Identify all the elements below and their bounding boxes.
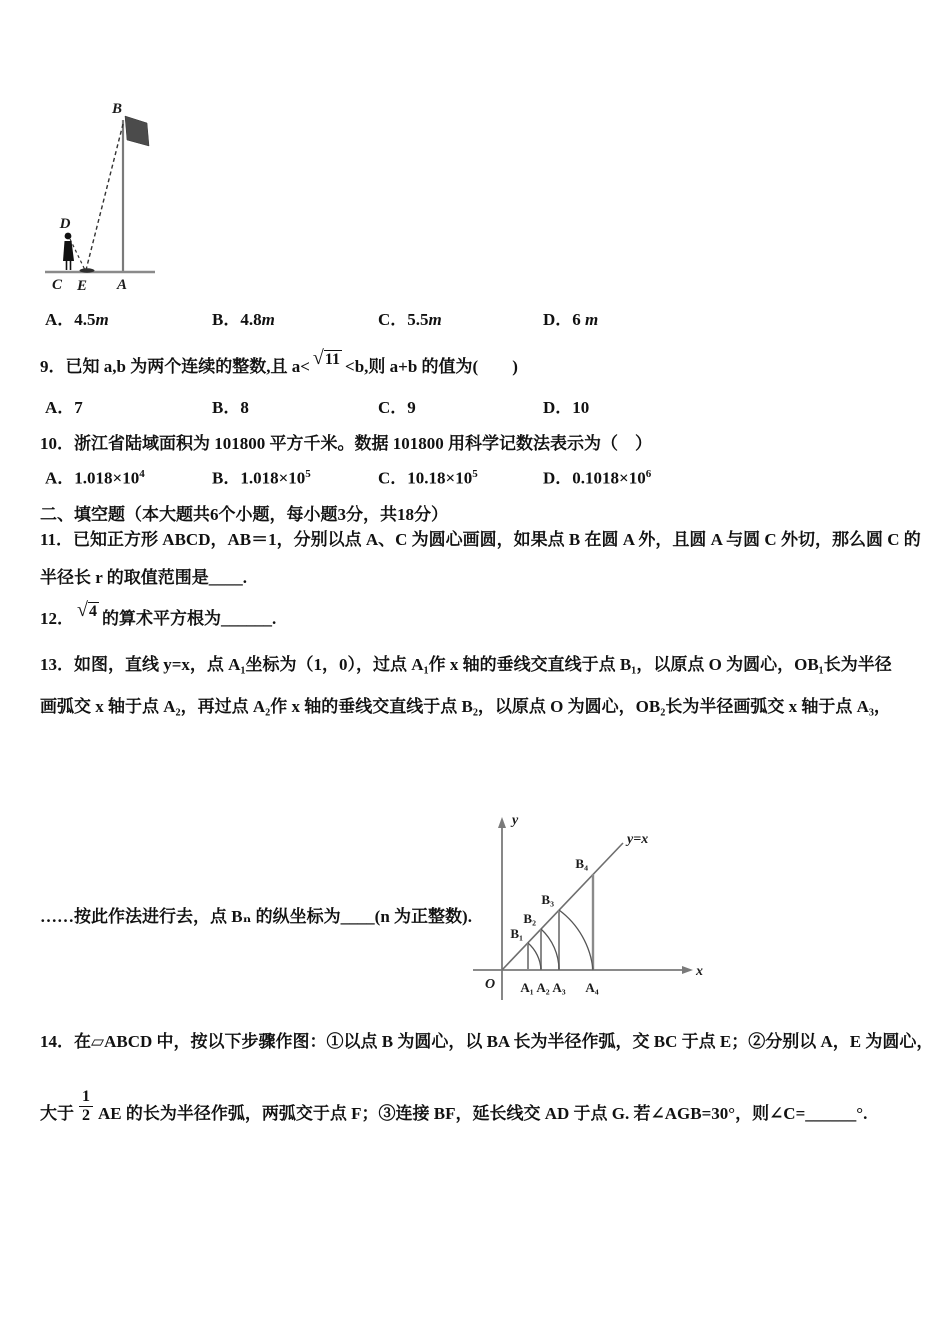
option-key: D．: [543, 310, 573, 329]
question-13-line1: 13．如图，直线 y=x，点 A₁坐标为（1，0），过点 A₁作 x 轴的垂线交直线于点 B₁，以原点 O 为圆心，OB₁长为半径: [40, 655, 892, 674]
question-14-line2: [40, 1088, 867, 1124]
option-unit: m: [428, 310, 442, 329]
radicand: 4: [88, 603, 97, 620]
option-key: B．: [212, 398, 241, 417]
coordinate-figure: [470, 810, 710, 1005]
q8-option-c: [378, 309, 442, 331]
mirror-spot: [80, 268, 95, 272]
option-exponent: 5: [472, 468, 478, 480]
q8-option-a: [45, 309, 109, 331]
q9-option-a: [45, 397, 83, 419]
arc-b2-a3: [541, 929, 559, 970]
line-label: y=x: [627, 832, 649, 847]
sqrt-4: [77, 600, 99, 620]
question-12: [40, 599, 277, 630]
label-b1: B₁: [510, 926, 523, 941]
q10-option-b: [212, 467, 311, 490]
answer-blank: ____: [340, 907, 375, 926]
label-b4: B₄: [575, 856, 588, 871]
question-13-line2: 画弧交 x 轴于点 A₂，再过点 A₂作 x 轴的垂线交直线于点 B₂，以原点 O 为圆心，OB₂长为半径画弧交 x 轴于点 A₃，: [40, 697, 891, 716]
q12-period: .: [271, 609, 277, 628]
answer-blank: ______: [220, 609, 272, 628]
question-9: [40, 347, 518, 378]
line-y-equals-x: [502, 843, 623, 970]
option-value: 5.5: [407, 310, 429, 329]
y-axis-arrow: [498, 817, 506, 828]
q9-text-post: <b,则 a+b 的值为( ): [345, 357, 518, 376]
option-key: C．: [378, 468, 408, 488]
arc-b1-a2: [528, 943, 541, 970]
fraction-numerator: 1: [82, 1088, 90, 1105]
option-unit: m: [261, 310, 275, 329]
radical-sign: √: [312, 347, 324, 369]
q12-number: 12．: [40, 609, 74, 628]
option-value: 0.1018×10: [572, 468, 646, 488]
radical-sign: √: [77, 599, 88, 621]
option-unit: m: [95, 310, 109, 329]
label-a4: A₄: [585, 980, 599, 995]
label-a1: A₁: [520, 980, 534, 995]
q13-note-text: ……按此作法进行去，点 Bₙ 的纵坐标为: [40, 907, 341, 926]
q11-text: 半径长 r 的取值范围是: [40, 568, 209, 587]
sight-line-be: [86, 124, 123, 270]
option-key: D．: [543, 398, 573, 417]
flag: [125, 116, 149, 146]
question-11-line1: 11．已知正方形 ABCD，AB＝1，分别以点 A、C 为圆心画圆，如果点 B 在圆 A 外，且圆 A 与圆 C 外切，那么圆 C 的: [40, 530, 921, 549]
q10-option-c: [378, 467, 478, 490]
option-key: B．: [212, 468, 241, 488]
label-b2: B₂: [523, 911, 536, 926]
option-key: C．: [378, 310, 408, 329]
q14-text-post: AE 的长为半径作弧，两弧交于点 F；③连接 BF，延长线交 AD 于点 G. 若∠AGB=30°，则∠C=: [98, 1104, 806, 1124]
x-axis-arrow: [682, 966, 693, 974]
option-value: 9: [407, 398, 416, 417]
fraction-denominator: 2: [79, 1106, 93, 1125]
q10-option-d: [543, 467, 651, 490]
answer-blank: ______: [805, 1104, 857, 1124]
q8-option-b: [212, 309, 275, 331]
radicand: 11: [324, 351, 341, 368]
question-10: 10．浙江省陆域面积为 101800 平方千米。数据 101800 用科学记数法表示为（ ）: [40, 434, 652, 453]
flagpole-figure: [45, 100, 160, 300]
option-key: C．: [378, 398, 408, 417]
origin-label: O: [484, 977, 496, 992]
option-value: 4.8: [240, 310, 262, 329]
question-11-line2: [40, 567, 247, 589]
q10-option-a: [45, 467, 145, 490]
fraction-one-half: [79, 1088, 93, 1124]
label-a: A: [116, 277, 128, 293]
option-key: B．: [212, 310, 241, 329]
option-value: 1.018×10: [74, 468, 140, 488]
label-b3: B₃: [541, 892, 554, 907]
person-figure: [63, 233, 74, 270]
question-14-line1: 14．在▱ABCD 中，按以下步骤作图：①以点 B 为圆心，以 BA 长为半径作弧，交 BC 于点 E；②分别以 A，E 为圆心，: [40, 1032, 934, 1051]
label-a2: A₂: [536, 980, 550, 995]
q9-option-b: [212, 397, 249, 419]
option-key: A．: [45, 398, 75, 417]
q9-text-pre: 9．已知 a,b 为两个连续的整数,且 a<: [40, 357, 310, 376]
x-axis-label: x: [696, 964, 703, 979]
label-d: D: [59, 216, 71, 232]
sqrt-11: [313, 348, 342, 368]
y-axis-label: y: [512, 813, 519, 828]
section-2-header: 二、填空题（本大题共6个小题，每小题3分，共18分）: [40, 505, 448, 524]
q14-degree-period: °.: [856, 1104, 868, 1124]
q13-note-post: (n 为正整数).: [374, 907, 472, 926]
option-value: 1.018×10: [240, 468, 306, 488]
q11-period: .: [242, 568, 247, 587]
q8-option-d: [543, 309, 598, 331]
label-e: E: [76, 278, 88, 294]
label-c: C: [51, 277, 63, 293]
option-value: 4.5: [74, 310, 96, 329]
option-value: 6: [572, 310, 586, 329]
option-unit: m: [585, 310, 599, 329]
q12-text: 的算术平方根为: [101, 609, 221, 628]
q9-option-c: [378, 397, 416, 419]
option-value: 10: [572, 398, 590, 417]
option-exponent: 5: [305, 468, 311, 480]
option-value: 10.18×10: [407, 468, 473, 488]
q14-text-pre: 大于: [40, 1104, 74, 1124]
option-key: D．: [543, 468, 573, 488]
option-key: A．: [45, 310, 75, 329]
option-value: 7: [74, 398, 83, 417]
option-value: 8: [240, 398, 249, 417]
option-key: A．: [45, 468, 75, 488]
answer-blank: ____: [208, 568, 243, 587]
option-exponent: 6: [645, 468, 652, 480]
option-exponent: 4: [139, 468, 145, 480]
arc-b3-a4: [559, 910, 593, 970]
label-a3: A₃: [552, 980, 566, 995]
question-13-note: [40, 906, 472, 928]
label-b: B: [111, 101, 123, 117]
q9-option-d: [543, 397, 589, 419]
